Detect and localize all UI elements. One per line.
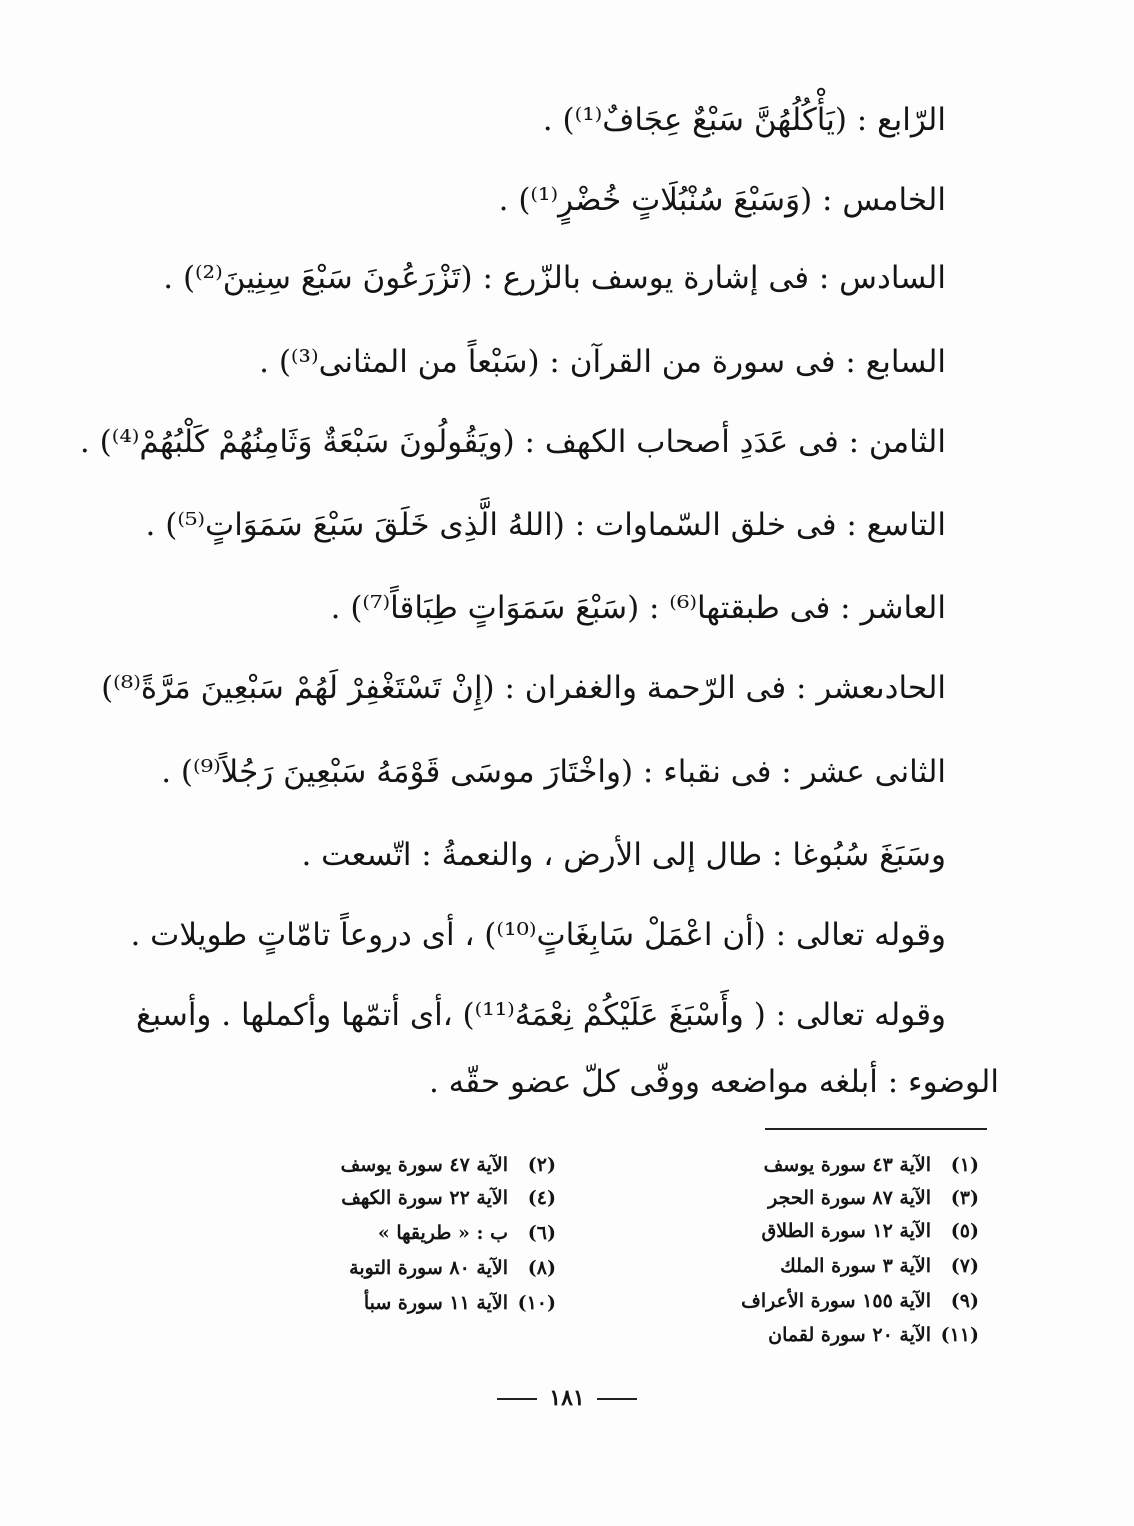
footnote-11: [768, 1322, 979, 1348]
footnote-divider: [765, 1128, 987, 1130]
body-line-11: وقوله تعالى : (أن اعْمَلْ سَابِغَاتٍ⁽¹⁰⁾) ، أى دروعاً تامّاتٍ طويلات .: [130, 917, 946, 953]
footnote-text: الآية ٣ سورة الملك: [780, 1255, 931, 1277]
footnote-text: الآية ١٢ سورة الطلاق: [761, 1220, 931, 1242]
body-line-7: العاشر : فى طبقتها⁽⁶⁾ : (سَبْعَ سَمَوَاتٍ طِبَاقاً⁽⁷⁾) .: [330, 590, 946, 626]
footnote-4: [341, 1185, 556, 1211]
footnote-number: (٤): [527, 1187, 556, 1209]
footnote-6: [378, 1220, 556, 1246]
body-line-1: الرّابع : (يَأْكُلُهُنَّ سَبْعٌ عِجَافٌ⁽¹⁾) .: [542, 102, 946, 138]
footnote-5: [762, 1218, 979, 1244]
footnote-text: الآية ٢٠ سورة لقمان: [768, 1324, 931, 1346]
body-line-2: الخامس : (وَسَبْعَ سُنْبُلَاتٍ خُضْرٍ⁽¹⁾) .: [498, 182, 946, 218]
footnote-number: (٦): [527, 1222, 556, 1244]
footnote-number: (٧): [950, 1255, 979, 1277]
body-line-3: السادس : فى إشارة يوسف بالزّرع : (تَزْرَعُونَ سَبْعَ سِنِينَ⁽²⁾) .: [163, 260, 946, 296]
footnote-number: (١١): [940, 1324, 979, 1346]
body-line-10: وسَبَغَ سُبُوغا : طال إلى الأرض ، والنعمةُ : اتّسعت .: [301, 837, 946, 873]
footnote-8: [349, 1255, 556, 1281]
footnote-number: (٥): [950, 1220, 979, 1242]
body-line-9: الثانى عشر : فى نقباء : (واخْتَارَ موسَى قَوْمَهُ سَبْعِينَ رَجُلاً⁽⁹⁾) .: [161, 754, 946, 790]
body-line-6: التاسع : فى خلق السّماوات : (اللهُ الَّذِى خَلَقَ سَبْعَ سَمَوَاتٍ⁽⁵⁾) .: [145, 507, 946, 543]
page-number-footer: [0, 1385, 1134, 1411]
footnote-3: [768, 1185, 979, 1211]
footnote-number: (٨): [527, 1257, 556, 1279]
footnote-7: [780, 1253, 979, 1279]
footnote-number: (٩): [950, 1290, 979, 1312]
footnote-text: الآية ١١ سورة سبأ: [363, 1292, 508, 1314]
body-line-12: وقوله تعالى : ( وأَسْبَغَ عَلَيْكُمْ نِعْمَهُ⁽¹¹⁾) ،أى أتمّها وأكملها . وأسبغ: [135, 997, 946, 1033]
footnote-9: [741, 1288, 979, 1314]
footnote-number: (٣): [950, 1187, 979, 1209]
body-line-5: الثامن : فى عَدَدِ أصحاب الكهف : (ويَقُولُونَ سَبْعَةٌ وَثَامِنُهُمْ كَلْبُهُمْ⁽⁴⁾) .: [79, 424, 946, 460]
footnote-text: الآية ٤٧ سورة يوسف: [340, 1154, 508, 1176]
footnote-number: (١٠): [517, 1292, 556, 1314]
footnote-number: (١): [950, 1154, 979, 1176]
body-line-13: الوضوء : أبلغه مواضعه ووفّى كلّ عضو حقّه .: [428, 1064, 999, 1100]
footnote-2: [341, 1152, 556, 1178]
footnote-text: الآية ٤٣ سورة يوسف: [763, 1154, 931, 1176]
page-number: ١٨١: [549, 1385, 585, 1411]
footnote-text: ب : « طريقها »: [377, 1222, 508, 1244]
footnote-text: الآية ٢٢ سورة الكهف: [341, 1187, 508, 1209]
footnote-text: الآية ١٥٥ سورة الأعراف: [741, 1290, 931, 1312]
footnote-10: [364, 1290, 556, 1316]
footnote-text: الآية ٨٧ سورة الحجر: [768, 1187, 931, 1209]
footnote-text: الآية ٨٠ سورة التوبة: [349, 1257, 508, 1279]
folio-dash-right: [597, 1398, 637, 1400]
folio-dash-left: [497, 1398, 537, 1400]
footnote-number: (٢): [527, 1154, 556, 1176]
footnote-1: [764, 1152, 979, 1178]
body-line-8: الحادىعشر : فى الرّحمة والغفران : (إِنْ تَسْتَغْفِرْ لَهُمْ سَبْعِينَ مَرَّةً⁽⁸⁾): [101, 670, 946, 706]
body-line-4: السابع : فى سورة من القرآن : (سَبْعاً من المثانى⁽³⁾) .: [259, 344, 946, 380]
